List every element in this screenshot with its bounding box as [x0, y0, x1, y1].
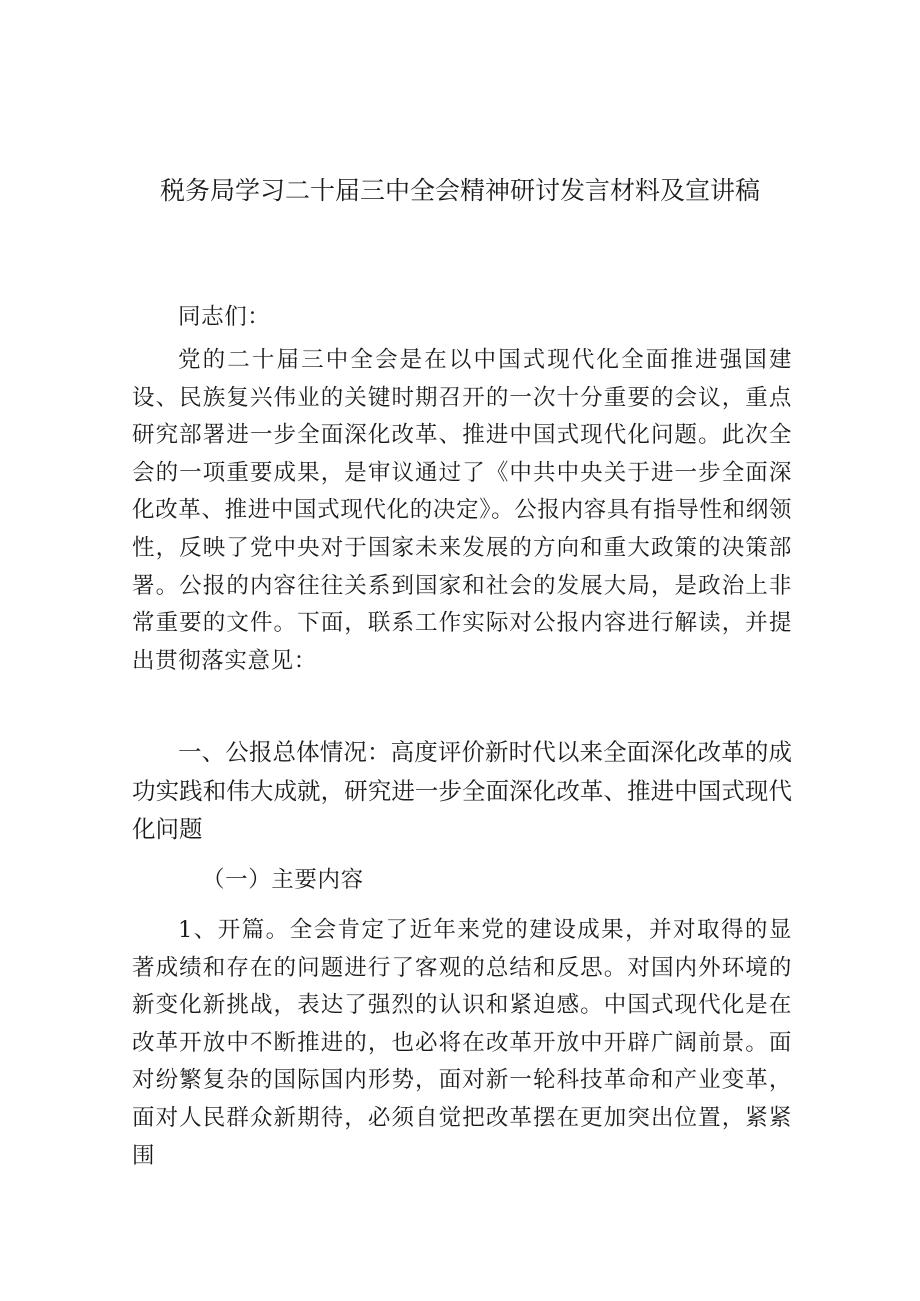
content-paragraph: 1、开篇。全会肯定了近年来党的建设成果，并对取得的显著成绩和存在的问题进行了客观的总结和反思。对国内外环境的新变化新挑战，表达了强烈的认识和紧迫感。中国式现代化是在改革开放中不断推进的，也必将在改革开放中开辟广阔前景。面对纷繁复杂的国际国内形势，面对新一轮科技革命和产业变革，面对人民群众新期待，必须自觉把改革摆在更加突出位置，紧紧围 [132, 917, 792, 1169]
document-title: 税务局学习二十届三中全会精神研讨发言材料及宣讲稿 [159, 176, 760, 205]
subsection-heading: （一）主要内容 [202, 867, 364, 893]
intro-paragraph: 党的二十届三中全会是在以中国式现代化全面推进强国建设、民族复兴伟业的关键时期召开的一次十分重要的会议，重点研究部署进一步全面深化改革、推进中国式现代化问题。此次全会的一项重要成果，是审议通过了《中共中央关于进一步全面深化改革、推进中国式现代化的决定》。公报内容具有指导性和纲领性，反映了党中央对于国家未来发展的方向和重大政策的决策部署。公报的内容往往关系到国家和社会的发展大局，是政治上非常重要的文件。下面，联系工作实际对公报内容进行解读，并提出贯彻落实意见： [132, 347, 792, 674]
section-heading: 一、公报总体情况：高度评价新时代以来全面深化改革的成功实践和伟大成就，研究进一步全面深化改革、推进中国式现代化问题 [132, 738, 792, 843]
salutation: 同志们： [178, 304, 271, 330]
